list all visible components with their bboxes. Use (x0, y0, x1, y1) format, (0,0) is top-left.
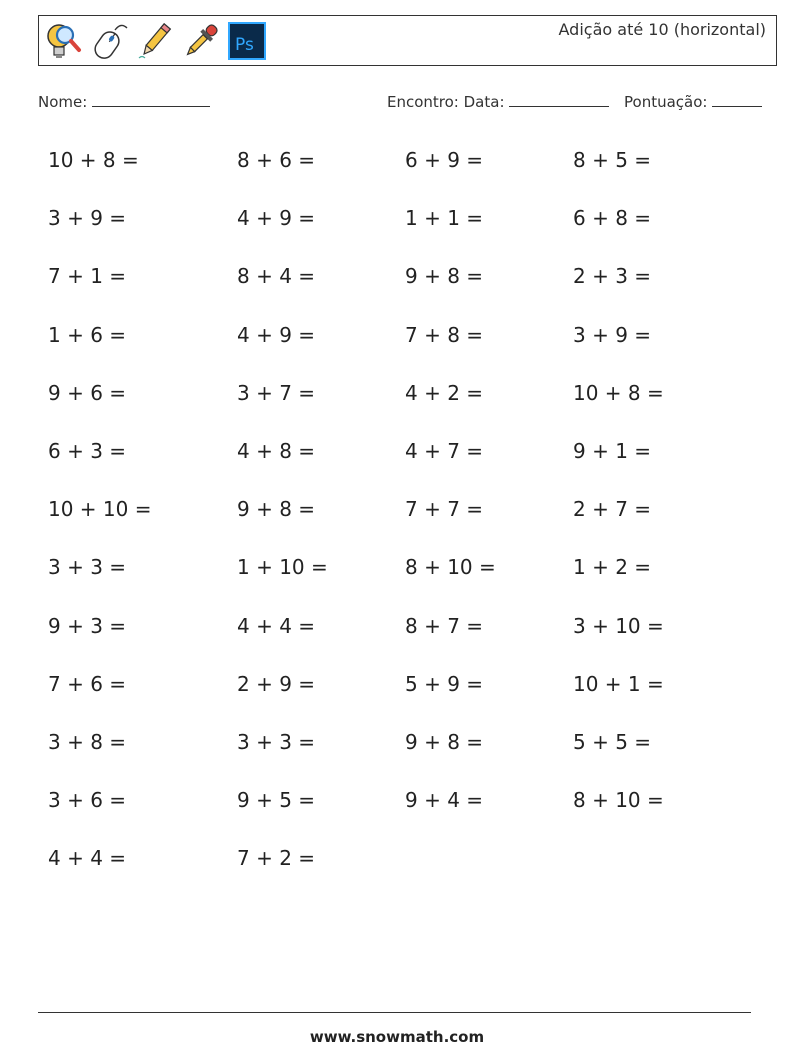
problem-item: 2 + 3 = (573, 264, 652, 289)
date-label: Encontro: Data: (387, 93, 505, 111)
lightbulb-magnifier-icon (43, 20, 83, 62)
problem-item: 5 + 9 = (405, 671, 484, 696)
problem-item: 10 + 8 = (573, 380, 664, 405)
score-label: Pontuação: (624, 93, 708, 111)
problem-item: 3 + 9 = (573, 322, 652, 347)
problem-item: 7 + 6 = (48, 671, 127, 696)
problem-item: 8 + 4 = (237, 264, 316, 289)
problem-item: 9 + 5 = (237, 788, 316, 813)
problem-item: 4 + 2 = (405, 380, 484, 405)
problem-item: 6 + 3 = (48, 439, 127, 463)
photoshop-icon (227, 20, 267, 62)
eyedropper-icon (181, 20, 221, 62)
name-blank (92, 92, 210, 107)
problem-item: 3 + 9 = (48, 206, 127, 231)
problem-item: 6 + 8 = (573, 206, 652, 231)
icon-strip (43, 20, 267, 62)
problem-item: 10 + 1 = (573, 671, 664, 696)
problem-item: 8 + 6 = (237, 148, 316, 172)
date-blank (509, 92, 609, 107)
problem-item: 4 + 4 = (237, 613, 316, 638)
problem-item: 8 + 10 = (573, 788, 664, 813)
problem-item: 8 + 5 = (573, 148, 652, 172)
problem-item: 9 + 8 = (405, 730, 484, 754)
problem-item: 5 + 5 = (573, 730, 652, 754)
problem-item: 7 + 8 = (405, 322, 484, 347)
computer-mouse-icon (89, 20, 129, 62)
score-blank (712, 92, 762, 107)
problem-item: 10 + 8 = (48, 148, 139, 172)
footer-divider (38, 1012, 751, 1013)
problem-item: 9 + 6 = (48, 380, 127, 405)
problem-item: 2 + 9 = (237, 671, 316, 696)
problem-item: 7 + 2 = (237, 846, 316, 871)
problem-item: 3 + 3 = (48, 555, 127, 580)
name-field (38, 92, 210, 111)
problem-item: 9 + 8 = (405, 264, 484, 289)
problem-item: 9 + 3 = (48, 613, 127, 638)
problem-item: 4 + 9 = (237, 322, 316, 347)
problem-item: 1 + 1 = (405, 206, 484, 231)
score-field (624, 92, 762, 111)
problem-item: 8 + 7 = (405, 613, 484, 638)
problem-item: 1 + 10 = (237, 555, 328, 580)
pencil-icon (135, 20, 175, 62)
problem-item: 8 + 10 = (405, 555, 496, 580)
problem-item: 9 + 4 = (405, 788, 484, 813)
page-title: Adição até 10 (horizontal) (558, 20, 766, 39)
name-label: Nome: (38, 93, 88, 111)
worksheet-header (38, 15, 777, 66)
problem-item: 1 + 2 = (573, 555, 652, 580)
problem-item: 3 + 8 = (48, 730, 127, 754)
problem-item: 1 + 6 = (48, 322, 127, 347)
problem-item: 9 + 8 = (237, 497, 316, 522)
footer-website: www.snowmath.com (309, 1028, 485, 1046)
problem-item: 3 + 6 = (48, 788, 127, 813)
problem-item: 3 + 10 = (573, 613, 664, 638)
problem-item: 4 + 9 = (237, 206, 316, 231)
problem-item: 4 + 4 = (48, 846, 127, 871)
problem-item: 3 + 3 = (237, 730, 316, 754)
problem-item: 4 + 8 = (237, 439, 316, 463)
problem-item: 7 + 1 = (48, 264, 127, 289)
problem-item: 7 + 7 = (405, 497, 484, 522)
problem-item: 4 + 7 = (405, 439, 484, 463)
problem-item: 2 + 7 = (573, 497, 652, 522)
problem-item: 3 + 7 = (237, 380, 316, 405)
date-field (387, 92, 609, 111)
problem-item: 9 + 1 = (573, 439, 652, 463)
svg-text:Ps: Ps (235, 35, 254, 55)
problem-item: 10 + 10 = (48, 497, 152, 522)
problem-item: 6 + 9 = (405, 148, 484, 172)
